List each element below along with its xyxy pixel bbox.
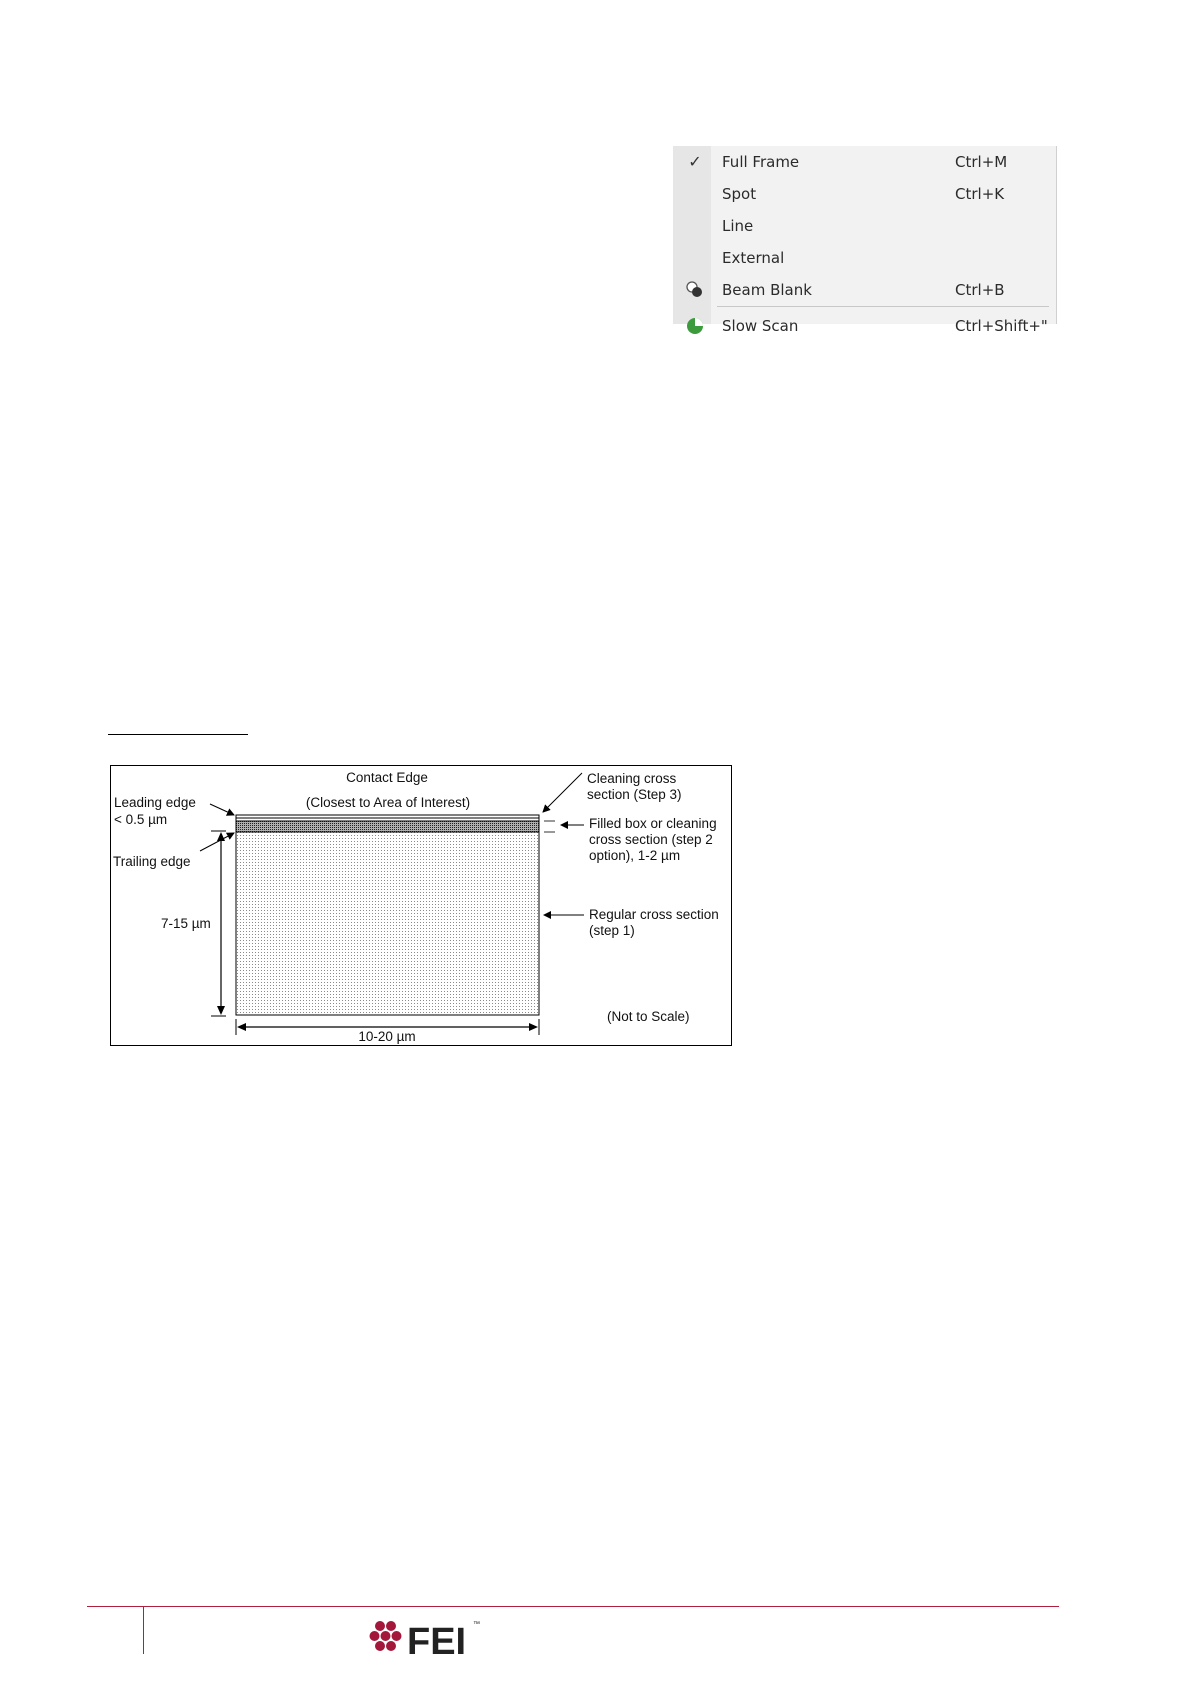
contact-edge-subtitle: (Closest to Area of Interest) (305, 795, 471, 810)
section-rule (108, 734, 248, 735)
menu-item-label: Spot (722, 185, 757, 203)
regular-cross-section-box (236, 832, 539, 1015)
contact-edge-title: Contact Edge (346, 770, 428, 785)
scan-mode-menu (673, 146, 1057, 335)
menu-item-shortcut: Ctrl+B (955, 281, 1005, 299)
menu-separator (717, 306, 1049, 307)
menu-item-shortcut: Ctrl+K (955, 185, 1005, 203)
menu-item-label: Line (722, 217, 754, 235)
menu-item-line[interactable] (673, 210, 1056, 241)
trailing-edge-label: Trailing edge (113, 854, 191, 869)
menu-item-label: External (722, 249, 785, 267)
leading-edge-size: < 0.5 µm (114, 812, 168, 827)
menu-item-label: Slow Scan (722, 317, 799, 335)
logo-wordmark: FEI (407, 1621, 467, 1663)
logo-trademark: ™ (473, 1621, 480, 1628)
footer-divider (143, 1606, 144, 1654)
cleaning-arrow (543, 773, 582, 812)
menu-item-beam-blank[interactable] (673, 274, 1056, 305)
menu-item-shortcut: Ctrl+M (955, 153, 1008, 171)
cleaning-label-line2: section (Step 3) (587, 787, 682, 802)
filled-box-region (236, 821, 539, 832)
not-to-scale-note: (Not to Scale) (607, 1009, 690, 1024)
regular-label-line1: Regular cross section (589, 907, 719, 922)
filled-box-label-line2: cross section (step 2 (589, 832, 713, 847)
filled-box-label-line3: option), 1-2 µm (589, 848, 681, 863)
regular-label-line2: (step 1) (589, 923, 635, 938)
menu-item-slow-scan[interactable] (673, 310, 1056, 341)
menu-item-external[interactable] (673, 242, 1056, 273)
width-label: 10-20 µm (358, 1029, 416, 1044)
height-label: 7-15 µm (161, 916, 211, 931)
menu-item-label: Full Frame (722, 153, 800, 171)
fei-logo (366, 1618, 486, 1662)
trailing-edge-arrow (200, 833, 234, 851)
leading-edge-label: Leading edge (114, 795, 196, 810)
cleaning-label-line1: Cleaning cross (587, 771, 677, 786)
menu-item-full-frame[interactable] (673, 146, 1056, 177)
menu-item-shortcut: Ctrl+Shift+" (955, 317, 1048, 335)
cross-section-diagram (110, 765, 732, 1045)
leading-edge-arrow (210, 804, 234, 815)
beam-blank-icon (685, 280, 705, 300)
menu-item-spot[interactable] (673, 178, 1056, 209)
checkmark-icon: ✓ (688, 152, 702, 171)
filled-box-label-line1: Filled box or cleaning (589, 816, 717, 831)
slow-scan-icon (685, 316, 705, 336)
footer-rule (87, 1606, 1059, 1607)
menu-item-label: Beam Blank (722, 281, 812, 299)
